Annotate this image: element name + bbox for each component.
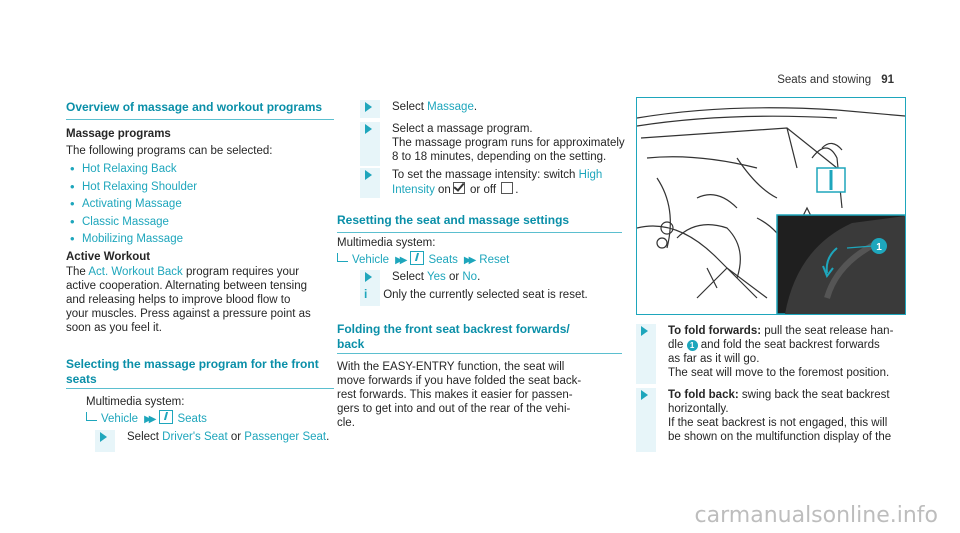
watermark: carmanualsonline.info — [694, 503, 938, 528]
step-line: The seat will move to the foremost position. — [668, 367, 890, 379]
menu-path — [86, 410, 207, 427]
callout-number: 1 — [876, 242, 882, 253]
step-period: . — [515, 184, 519, 196]
fold-forwards-heading: To fold forwards: — [668, 325, 762, 337]
active-workout-heading: Active Workout — [66, 251, 151, 263]
step-period: . — [473, 101, 478, 113]
step-fold-back — [636, 388, 916, 452]
intensity-option[interactable]: Intensity — [392, 184, 435, 196]
step-select-word: Select — [127, 431, 159, 443]
step-arrow-icon — [641, 390, 648, 400]
workout-program-link[interactable]: Act. Workout Back — [88, 266, 183, 278]
step-period: . — [477, 271, 481, 283]
step-arrow-icon — [365, 272, 372, 282]
page-number: 91 — [881, 74, 894, 86]
massage-intro: The following programs can be selected: — [66, 145, 273, 157]
callout-badge: 1 — [687, 340, 698, 351]
step-or: or — [230, 431, 242, 443]
section-title-overview: Overview of massage and workout programs — [66, 100, 323, 114]
step-line: The massage program runs for approximately — [392, 137, 625, 149]
step-line: be shown on the multifunction display of the — [668, 431, 892, 443]
driver-seat-option[interactable]: Driver's Seat — [162, 431, 228, 443]
car-interior-drawing — [637, 98, 905, 314]
step-arrow-icon — [365, 102, 372, 112]
passenger-seat-option[interactable]: Passenger Seat — [244, 431, 327, 443]
step-text — [392, 122, 630, 164]
step-or: or — [448, 271, 460, 283]
info-note — [364, 287, 588, 302]
multimedia-label: Multimedia system: — [337, 237, 436, 249]
yes-option[interactable]: Yes — [426, 271, 446, 283]
step-text — [127, 430, 345, 444]
section-rule — [66, 119, 334, 120]
step-select-program — [360, 122, 630, 166]
step-text — [392, 100, 630, 114]
fold-back-heading: To fold back: — [668, 389, 739, 401]
step-line: as far as it will go. — [668, 353, 760, 365]
path-vehicle[interactable]: Vehicle — [352, 254, 390, 266]
folding-line: move forwards if you have folded the seat back- — [337, 375, 582, 387]
program-item[interactable]: • Mobilizing Massage — [66, 232, 197, 250]
program-item[interactable]: • Hot Relaxing Back — [66, 162, 197, 180]
path-seats[interactable]: Seats — [177, 413, 207, 425]
info-icon: i — [364, 287, 368, 301]
high-intensity-option[interactable]: High — [578, 169, 603, 181]
step-arrow-icon — [365, 170, 372, 180]
section-title-line: Folding the front seat backrest forwards/ — [337, 322, 570, 336]
massage-programs-heading: Massage programs — [66, 128, 171, 140]
section-title-resetting: Resetting the seat and massage settings — [337, 213, 570, 227]
multimedia-label: Multimedia system: — [86, 396, 185, 408]
step-line: dle — [668, 339, 684, 351]
off-label: or off — [470, 184, 497, 196]
step-period: . — [326, 431, 330, 443]
step-line: swing back the seat backrest — [741, 389, 890, 401]
workout-line: soon as you feel it. — [66, 322, 162, 334]
workout-paragraph — [66, 265, 341, 335]
no-option[interactable]: No — [462, 271, 478, 283]
section-title-line: back — [337, 337, 365, 351]
double-chevron-icon: ▶▶ — [463, 255, 474, 266]
folding-line: cle. — [337, 417, 355, 429]
chapter-title: Seats and stowing — [777, 74, 872, 86]
path-arrow-icon — [86, 412, 97, 421]
section-title-folding — [337, 322, 570, 352]
seat-illustration — [636, 97, 906, 315]
section-title-selecting — [66, 357, 319, 387]
path-arrow-icon — [337, 253, 348, 262]
step-line: pull the seat release han- — [764, 325, 894, 337]
running-header — [777, 73, 894, 87]
step-line: horizontally. — [668, 403, 729, 415]
step-arrow-icon — [100, 432, 107, 442]
step-text — [392, 168, 630, 197]
folding-line: gers to get into and out of the rear of the vehi- — [337, 403, 571, 415]
program-item[interactable]: • Hot Relaxing Shoulder — [66, 180, 197, 198]
section-rule — [66, 388, 334, 389]
section-rule — [337, 353, 622, 354]
program-item[interactable]: • Activating Massage — [66, 197, 197, 215]
section-rule — [337, 232, 622, 233]
on-label: on — [438, 184, 451, 196]
program-item[interactable]: • Classic Massage — [66, 215, 197, 233]
step-fold-forwards — [636, 324, 916, 384]
path-seats[interactable]: Seats — [428, 254, 458, 266]
step-line: and fold the seat backrest forwards — [700, 339, 880, 351]
info-text: Only the currently selected seat is reset. — [383, 289, 588, 301]
double-chevron-icon: ▶▶ — [395, 255, 405, 266]
step-select-word: Select — [392, 271, 424, 283]
folding-line: With the EASY-ENTRY function, the seat will — [337, 361, 565, 373]
folding-line: rest forwards. This makes it easier for passen- — [337, 389, 573, 401]
massage-option[interactable]: Massage — [427, 101, 474, 113]
step-select-word: Select — [392, 101, 424, 113]
section-title-line: Selecting the massage program for the front — [66, 357, 319, 371]
double-chevron-icon: ▶▶ — [144, 414, 154, 425]
step-line: Select a massage program. — [392, 123, 533, 135]
path-vehicle[interactable]: Vehicle — [101, 413, 139, 425]
step-arrow-icon — [365, 124, 372, 134]
step-text — [668, 324, 916, 380]
step-line: To set the massage intensity: switch — [392, 169, 576, 181]
seat-icon — [410, 251, 424, 265]
workout-line: your muscles. Press against a pressure point as — [66, 308, 311, 320]
path-reset[interactable]: Reset — [479, 254, 510, 266]
checkbox-checked-icon[interactable] — [453, 182, 465, 194]
step-text — [392, 270, 630, 284]
folding-paragraph — [337, 360, 627, 430]
step-select-seat — [95, 430, 345, 452]
step-arrow-icon — [641, 326, 648, 336]
program-list — [66, 162, 197, 250]
step-select-massage — [360, 100, 630, 118]
step-line: 8 to 18 minutes, depending on the setting. — [392, 151, 607, 163]
workout-pre: The — [66, 266, 89, 278]
workout-line: and releasing helps to improve blood flow to — [66, 294, 291, 306]
workout-line: program requires your — [185, 266, 300, 278]
step-text — [668, 388, 916, 444]
section-title-line: seats — [66, 372, 97, 386]
menu-path — [337, 251, 509, 268]
step-intensity — [360, 168, 630, 198]
workout-line: active cooperation. Alternating between tensing — [66, 280, 308, 292]
step-line: If the seat backrest is not engaged, this will — [668, 417, 888, 429]
seat-icon — [159, 410, 173, 424]
checkbox-unchecked-icon[interactable] — [501, 182, 513, 194]
